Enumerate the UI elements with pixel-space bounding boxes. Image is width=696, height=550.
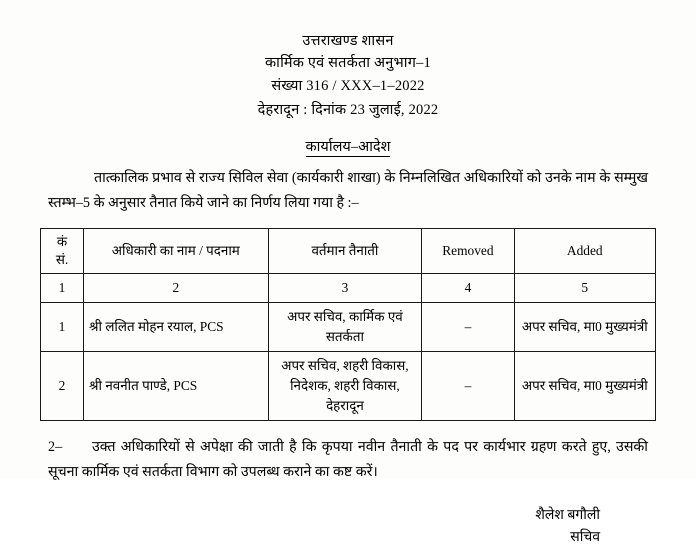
row-removed: – — [422, 352, 514, 421]
document-header — [40, 30, 656, 122]
column-header-removed: Removed — [422, 228, 514, 273]
table-column-number-row — [41, 273, 656, 302]
row-current-posting: अपर सचिव, कार्मिक एवं सतर्कता — [268, 302, 422, 351]
row-current-posting: अपर सचिव, शहरी विकास, निदेशक, शहरी विकास, देहरादून — [268, 352, 422, 421]
subject-text: कार्यालय–आदेश — [305, 138, 391, 155]
table-row — [41, 302, 656, 351]
row-added: अपर सचिव, मा0 मुख्यमंत्री — [514, 352, 655, 421]
column-number-1: 1 — [41, 273, 84, 302]
column-header-serial — [41, 228, 84, 273]
row-serial: 2 — [41, 352, 84, 421]
paragraph-one: तात्कालिक प्रभाव से राज्य सिविल सेवा (कार्यकारी शाखा) के निम्नलिखित अधिकारियों को उनके नाम के सम्मुख स्तम्भ–5 के अनुसार तैनात किये जाने का निर्णय लिया गया है :– — [48, 169, 648, 211]
table-row — [41, 352, 656, 421]
column-header-name: अधिकारी का नाम / पदनाम — [84, 228, 269, 273]
column-header-current-posting: वर्तमान तैनाती — [268, 228, 422, 273]
signatory-name: शैलेश बगौली — [535, 508, 600, 524]
row-added: अपर सचिव, मा0 मुख्यमंत्री — [514, 302, 655, 351]
paragraph-two-text: उक्त अधिकारियों से अपेक्षा की जाती है कि कृपया नवीन तैनाती के पद पर कार्यभार ग्रहण करते हुए, उसकी सूचना कार्मिक एवं सतर्कता विभाग को उपलब्ध कराने का कष्ट करें। — [48, 439, 648, 481]
column-header-serial-line1: कं — [56, 233, 68, 249]
header-government-name: उत्तराखण्ड शासन — [302, 33, 394, 49]
header-reference-number: संख्या 316 / XXX–1–2022 — [271, 77, 425, 94]
paragraph-two-number: 2– — [48, 439, 63, 456]
signatory-designation: सचिव — [570, 530, 600, 546]
column-number-3: 3 — [268, 273, 422, 302]
row-officer-name: श्री ललित मोहन रयाल, PCS — [84, 302, 269, 351]
column-number-2: 2 — [84, 273, 269, 302]
signature-block — [40, 505, 656, 550]
table-header-row — [41, 228, 656, 273]
header-department-name: कार्मिक एवं सतर्कता अनुभाग–1 — [265, 55, 431, 72]
column-header-added: Added — [514, 228, 655, 273]
column-number-5: 5 — [514, 273, 655, 302]
column-header-serial-line2: सं. — [55, 251, 69, 267]
column-number-4: 4 — [422, 273, 514, 302]
row-serial: 1 — [41, 302, 84, 351]
officers-table — [40, 228, 656, 422]
header-place-date: देहरादून : दिनांक 23 जुलाई, 2022 — [257, 102, 439, 119]
row-officer-name: श्री नवनीत पाण्डे, PCS — [84, 352, 269, 421]
document-subject — [40, 136, 656, 156]
row-removed: – — [422, 302, 514, 351]
paragraph-two — [48, 435, 648, 485]
